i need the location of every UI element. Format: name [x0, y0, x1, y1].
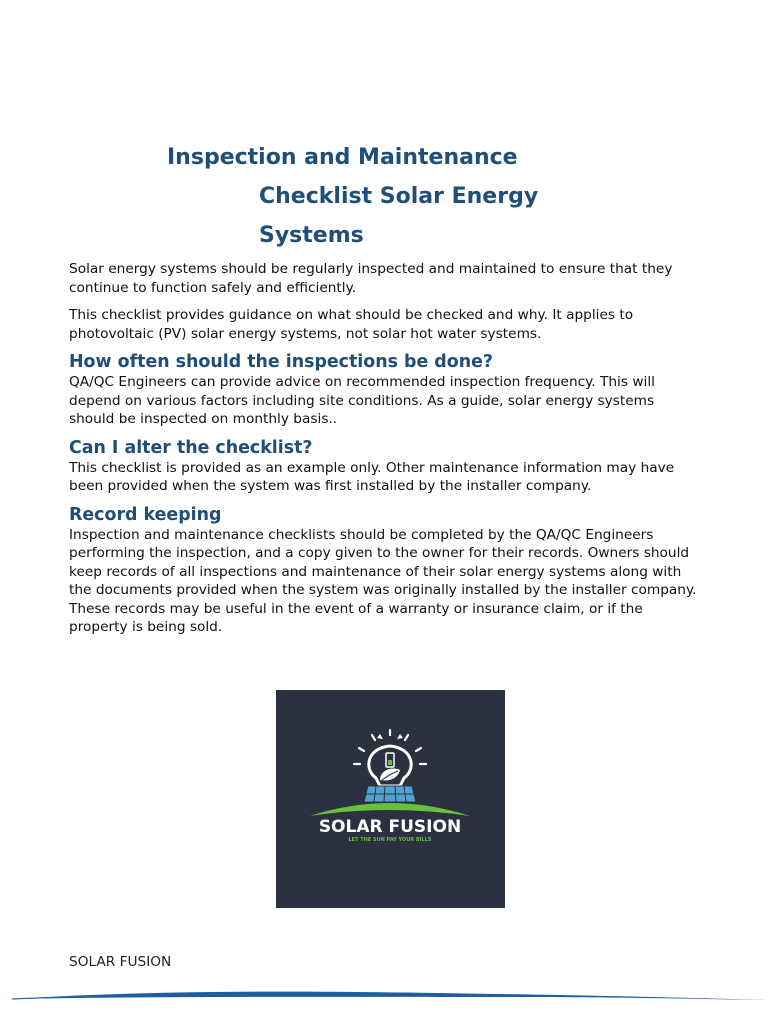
section-heading-alter-checklist: Can I alter the checklist?	[69, 437, 313, 458]
section-body-alter-checklist: This checklist is provided as an example only. Other maintenance information may have been provided when the system was first installed by the installer company.	[69, 459, 675, 494]
document-body	[69, 260, 701, 637]
section-body-inspection-frequency: QA/QC Engineers can provide advice on recommended inspection frequency. This will depend on various factors including site conditions. As a guide, solar energy systems should be inspected on monthly basis..	[69, 374, 655, 427]
footer-company-name: SOLAR FUSION	[69, 954, 172, 970]
logo-brand-text: SOLAR FUSION	[318, 817, 462, 837]
section-heading-record-keeping: Record keeping	[69, 504, 222, 525]
solar-bulb-icon	[276, 690, 505, 908]
logo-tagline-text: LET THE SUN PAY YOUR BILLS	[348, 837, 432, 843]
intro-paragraph-1: Solar energy systems should be regularly inspected and maintained to ensure that they continue to function safely and efficiently.	[69, 261, 673, 296]
document-title-line-2: Checklist Solar Energy	[259, 184, 539, 209]
document-title-line-1: Inspection and Maintenance	[167, 145, 518, 170]
intro-paragraph-2: This checklist provides guidance on what should be checked and why. It applies to photovoltaic (PV) solar energy systems, not solar hot water systems.	[69, 307, 634, 342]
section-body-record-keeping: Inspection and maintenance checklists should be completed by the QA/QC Engineers performing the inspection, and a copy given to the owner for their records. Owners should keep records of all inspections and maintenance of their solar energy systems along with the documents provided when the system was originally installed by the installer company. These records may be useful in the event of a warranty or insurance claim, or if the property is being sold.	[69, 526, 697, 635]
document-title-line-3: Systems	[259, 223, 364, 248]
solar-fusion-logo	[276, 690, 505, 908]
section-heading-inspection-frequency: How often should the inspections be done?	[69, 352, 493, 372]
footer-wave-decoration	[0, 980, 768, 1024]
